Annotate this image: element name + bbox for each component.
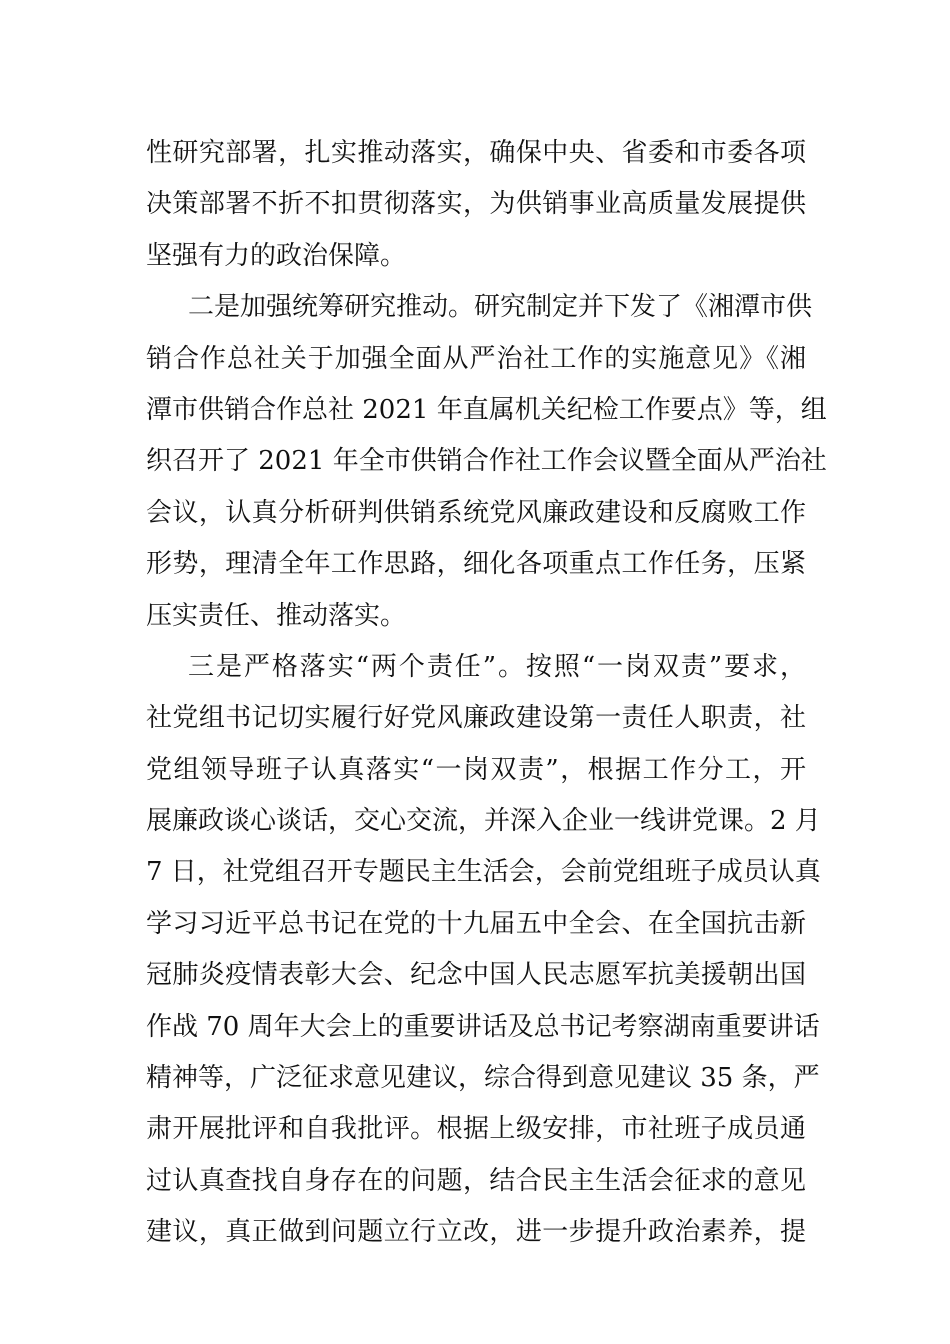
text-line: 织召开了 2021 年全市供销合作社工作会议暨全面从严治社 (146, 446, 827, 477)
text-line: 7 日，社党组召开专题民主生活会，会前党组班子成员认真 (146, 857, 821, 888)
text-line: 作战 70 周年大会上的重要讲话及总书记考察湖南重要讲话 (146, 1011, 820, 1042)
text-line: 冠肺炎疫情表彰大会、纪念中国人民志愿军抗美援朝出国 (146, 960, 806, 991)
text-line: 党组领导班子认真落实“一岗双责”，根据工作分工，开 (146, 754, 806, 785)
text-line: 学习习近平总书记在党的十九届五中全会、在全国抗击新 (146, 908, 806, 939)
text-line: 决策部署不折不扣贯彻落实，为供销事业高质量发展提供 (146, 189, 806, 220)
text-line: 过认真查找自身存在的问题，结合民主生活会征求的意见 (146, 1165, 806, 1196)
text-line: 潭市供销合作总社 2021 年直属机关纪检工作要点》等，组 (146, 394, 827, 425)
text-line: 形势，理清全年工作思路，细化各项重点工作任务，压紧 (146, 549, 806, 580)
text-line: 展廉政谈心谈话，交心交流，并深入企业一线讲党课。2 月 (146, 806, 821, 837)
text-line: 压实责任、推动落实。 (146, 600, 407, 631)
text-line: 精神等，广泛征求意见建议，综合得到意见建议 35 条，严 (146, 1063, 820, 1094)
text-line: 坚强有力的政治保障。 (146, 240, 407, 271)
text-line: 建议，真正做到问题立行立改，进一步提升政治素养，提 (146, 1217, 806, 1248)
text-line: 社党组书记切实履行好党风廉政建设第一责任人职责，社 (146, 703, 806, 734)
text-line: 销合作总社关于加强全面从严治社工作的实施意见》《湘 (146, 343, 806, 374)
paragraph-start-line: 三是严格落实“两个责任”。按照“一岗双责”要求， (188, 651, 806, 682)
text-line: 会议，认真分析研判供销系统党风廉政建设和反腐败工作 (146, 497, 806, 528)
text-line: 性研究部署，扎实推动落实，确保中央、省委和市委各项 (146, 138, 806, 168)
text-line: 肃开展批评和自我批评。根据上级安排，市社班子成员通 (146, 1114, 806, 1145)
body-text (146, 128, 827, 1259)
paragraph-start-line: 二是加强统筹研究推动。研究制定并下发了《湘潭市供 (188, 292, 813, 323)
